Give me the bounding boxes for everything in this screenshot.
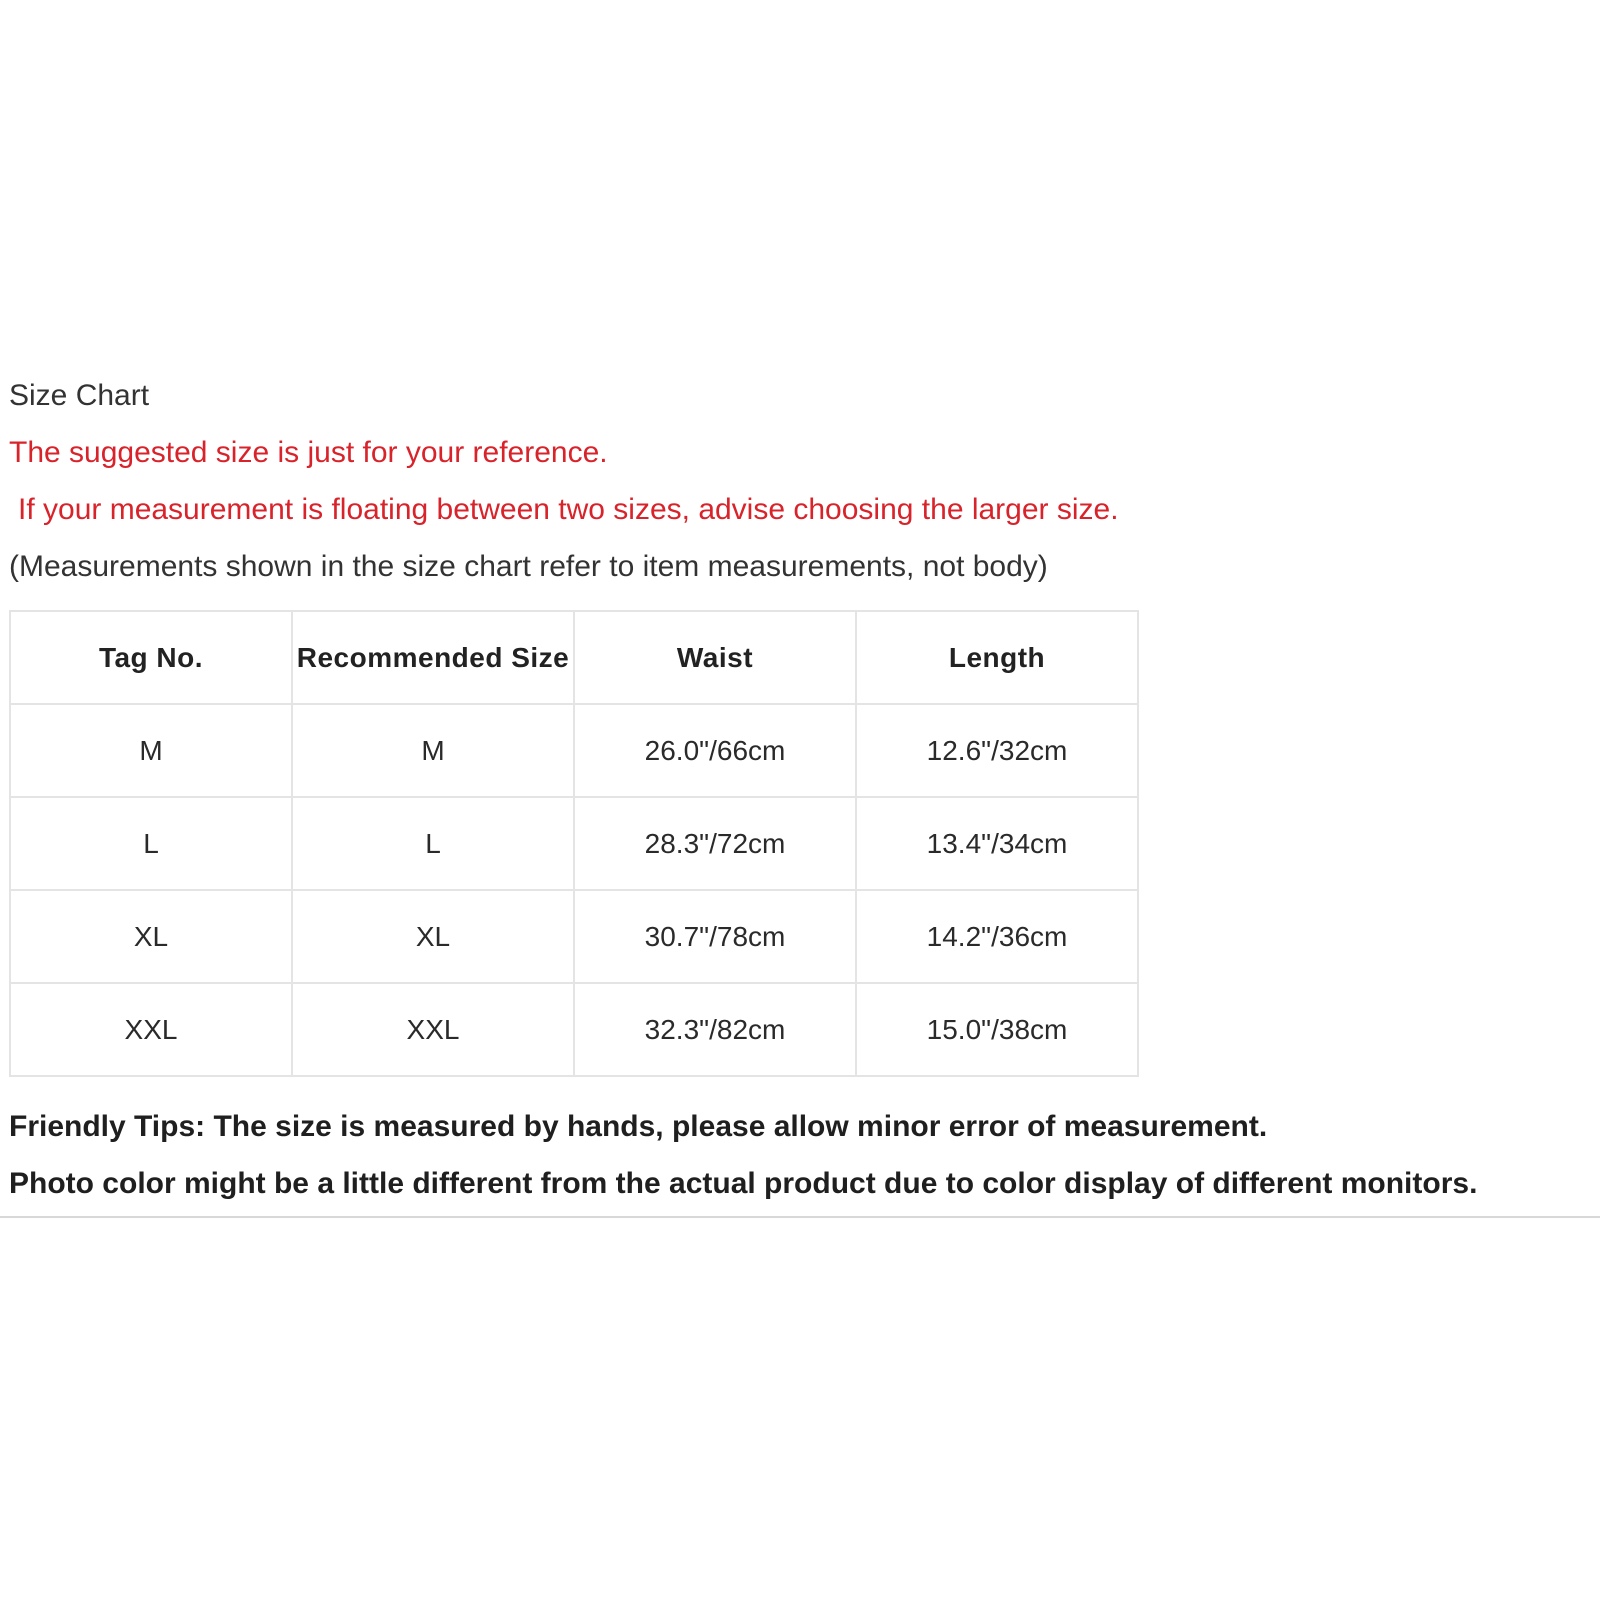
cell-waist: 32.3"/82cm: [574, 983, 856, 1076]
cell-waist: 28.3"/72cm: [574, 797, 856, 890]
cell-recommended-size: M: [292, 704, 574, 797]
cell-recommended-size: L: [292, 797, 574, 890]
cell-length: 12.6"/32cm: [856, 704, 1138, 797]
tip-measurement-error: Friendly Tips: The size is measured by hands, please allow minor error of measurement.: [9, 1110, 1268, 1143]
size-chart-document: [9, 378, 1589, 1223]
table-row: [10, 890, 1138, 983]
cell-waist: 26.0"/66cm: [574, 704, 856, 797]
column-header-recommended-size: Recommended Size: [292, 611, 574, 704]
table-header-row: [10, 611, 1138, 704]
cell-tag-no: XL: [10, 890, 292, 983]
table-row: [10, 983, 1138, 1076]
cell-length: 14.2"/36cm: [856, 890, 1138, 983]
column-header-waist: Waist: [574, 611, 856, 704]
cell-recommended-size: XXL: [292, 983, 574, 1076]
size-table: [9, 610, 1139, 1077]
friendly-tips: [9, 1109, 1589, 1223]
cell-tag-no: XXL: [10, 983, 292, 1076]
column-header-tag-no: Tag No.: [10, 611, 292, 704]
divider-line: [0, 1216, 1600, 1218]
page-title: Size Chart: [9, 379, 150, 412]
cell-recommended-size: XL: [292, 890, 574, 983]
measurement-disclaimer: (Measurements shown in the size chart refer to item measurements, not body): [9, 550, 1048, 583]
reference-note: The suggested size is just for your reference.: [9, 436, 608, 469]
table-row: [10, 704, 1138, 797]
cell-length: 13.4"/34cm: [856, 797, 1138, 890]
cell-tag-no: M: [10, 704, 292, 797]
cell-length: 15.0"/38cm: [856, 983, 1138, 1076]
tip-photo-color: Photo color might be a little different from the actual product due to color display of different monitors.: [9, 1167, 1478, 1200]
cell-waist: 30.7"/78cm: [574, 890, 856, 983]
sizing-advice-note: If your measurement is floating between two sizes, advise choosing the larger size.: [18, 493, 1119, 526]
cell-tag-no: L: [10, 797, 292, 890]
table-row: [10, 797, 1138, 890]
column-header-length: Length: [856, 611, 1138, 704]
